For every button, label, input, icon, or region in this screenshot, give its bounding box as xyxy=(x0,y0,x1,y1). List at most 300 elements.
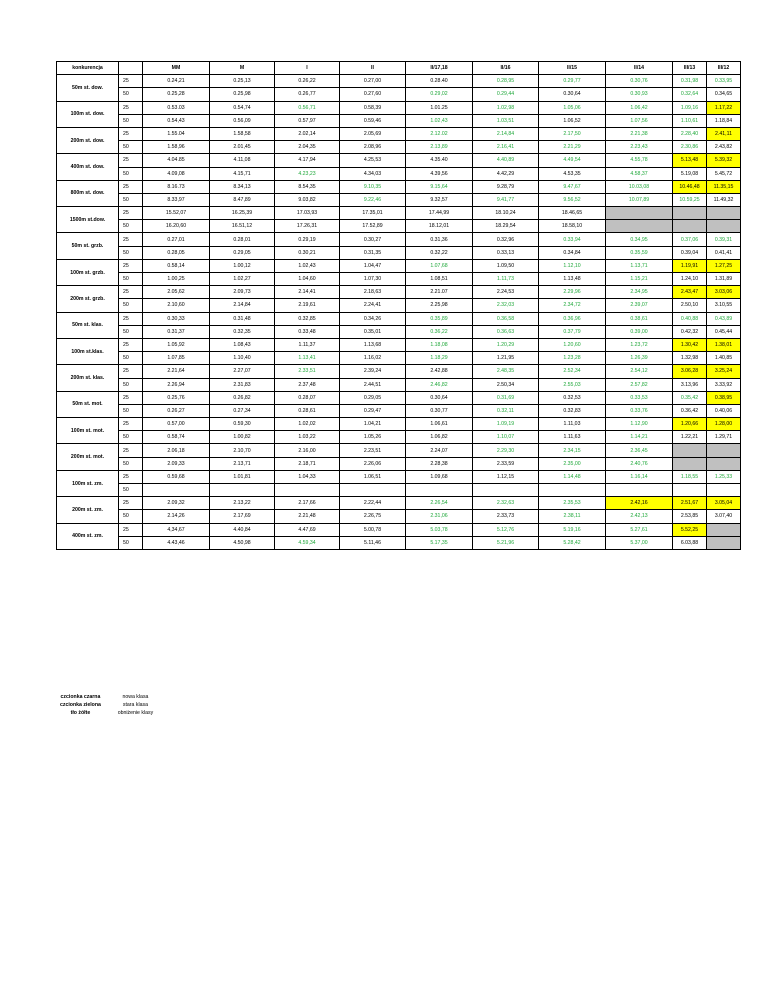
time-cell: 4.47,69 xyxy=(275,523,340,536)
table-row xyxy=(57,457,741,470)
time-cell: 1.13,71 xyxy=(606,259,673,272)
table-row xyxy=(57,365,741,378)
time-cell: 16.51,12 xyxy=(210,220,275,233)
time-cell: 10.59,25 xyxy=(673,193,707,206)
time-cell: 1.07,30 xyxy=(340,273,406,286)
time-cell: 1.07,85 xyxy=(143,352,210,365)
event-cell: 400m st. zm. xyxy=(57,523,119,549)
table-row xyxy=(57,523,741,536)
table-row xyxy=(57,101,741,114)
time-cell: 1.09,68 xyxy=(406,470,473,483)
time-cell: 0.27,00 xyxy=(340,75,406,88)
column-header: III/13 xyxy=(673,62,707,75)
time-cell: 0.31,35 xyxy=(340,246,406,259)
time-cell: 0.58,74 xyxy=(143,431,210,444)
time-cell: 0.34,26 xyxy=(340,312,406,325)
column-header: M xyxy=(210,62,275,75)
time-cell: 15.52,07 xyxy=(143,207,210,220)
time-cell: 1.22,21 xyxy=(673,431,707,444)
class-standards-table xyxy=(56,61,741,550)
time-cell: 0.35,42 xyxy=(673,391,707,404)
time-cell: 9.10,35 xyxy=(340,180,406,193)
time-cell: 2.46,82 xyxy=(406,378,473,391)
pool-length-cell: 50 xyxy=(119,220,143,233)
time-cell: 2.22,44 xyxy=(340,497,406,510)
time-cell: 1.06,82 xyxy=(406,431,473,444)
time-cell: 5.52,25 xyxy=(673,523,707,536)
pool-length-cell: 50 xyxy=(119,193,143,206)
time-cell: 0.34,84 xyxy=(539,246,606,259)
time-cell: 9.22,46 xyxy=(340,193,406,206)
time-cell xyxy=(707,220,741,233)
time-cell: 0.26,27 xyxy=(143,404,210,417)
event-cell: 50m st. klas. xyxy=(57,312,119,338)
time-cell xyxy=(707,523,741,536)
legend-label: tło żółte xyxy=(70,710,91,716)
time-cell: 1.18,84 xyxy=(707,114,741,127)
time-cell: 2.21,29 xyxy=(539,141,606,154)
event-cell: 100m st. grzb. xyxy=(57,259,119,285)
time-cell: 0.36,58 xyxy=(473,312,539,325)
time-cell: 1.06,51 xyxy=(340,470,406,483)
time-cell: 0.28,01 xyxy=(210,233,275,246)
time-cell: 2.35,53 xyxy=(539,497,606,510)
event-cell: 1500m st.dow. xyxy=(57,207,119,233)
time-cell: 0.33,94 xyxy=(539,233,606,246)
pool-length-cell: 25 xyxy=(119,233,143,246)
time-cell: 2.34,72 xyxy=(539,299,606,312)
table-row xyxy=(57,233,741,246)
time-cell: 4.58,37 xyxy=(606,167,673,180)
time-cell: 0.30,77 xyxy=(406,404,473,417)
time-cell: 1.19,91 xyxy=(673,259,707,272)
time-cell: 0.34,65 xyxy=(707,88,741,101)
time-cell: 2.13,71 xyxy=(210,457,275,470)
time-cell: 0.31,98 xyxy=(673,75,707,88)
pool-length-cell: 25 xyxy=(119,523,143,536)
time-cell: 1.58,96 xyxy=(143,141,210,154)
time-cell: 1.25,33 xyxy=(707,470,741,483)
time-cell: 0.33,95 xyxy=(707,75,741,88)
event-cell: 100m st.klas. xyxy=(57,338,119,364)
time-cell: 0.25,13 xyxy=(210,75,275,88)
table-row xyxy=(57,378,741,391)
time-cell: 0.36,63 xyxy=(473,325,539,338)
time-cell: 10.07,89 xyxy=(606,193,673,206)
time-cell: 2.24,53 xyxy=(473,286,539,299)
time-cell: 1.04,60 xyxy=(275,273,340,286)
time-cell: 2.38,11 xyxy=(539,510,606,523)
time-cell: 2.39,07 xyxy=(606,299,673,312)
time-cell: 4.25,53 xyxy=(340,154,406,167)
time-cell: 0.27,01 xyxy=(143,233,210,246)
time-cell: 2.30,86 xyxy=(673,141,707,154)
time-cell: 5.45,72 xyxy=(707,167,741,180)
time-cell: 2.35,00 xyxy=(539,457,606,470)
pool-length-cell: 25 xyxy=(119,418,143,431)
time-cell: 4.04.85 xyxy=(143,154,210,167)
time-cell: 1.00,82 xyxy=(210,431,275,444)
time-cell: 1.10,40 xyxy=(210,352,275,365)
time-cell: 5.13,48 xyxy=(673,154,707,167)
time-cell xyxy=(673,457,707,470)
time-cell: 4.11,08 xyxy=(210,154,275,167)
time-cell: 2.09,33 xyxy=(143,457,210,470)
time-cell: 10.46,48 xyxy=(673,180,707,193)
time-cell: 1.31,89 xyxy=(707,273,741,286)
time-cell xyxy=(707,207,741,220)
time-cell: 0.39,04 xyxy=(673,246,707,259)
time-cell: 17.44,99 xyxy=(406,207,473,220)
pool-length-cell: 50 xyxy=(119,299,143,312)
legend-item xyxy=(56,693,166,701)
time-cell: 6.03,88 xyxy=(673,536,707,549)
time-cell: 2.29,96 xyxy=(539,286,606,299)
time-cell: 0.59,68 xyxy=(143,470,210,483)
time-cell: 2.48,35 xyxy=(473,365,539,378)
time-cell: 17.35,01 xyxy=(340,207,406,220)
time-cell: 0.26,77 xyxy=(275,88,340,101)
time-cell: 0.29,47 xyxy=(340,404,406,417)
time-cell: 1.16,02 xyxy=(340,352,406,365)
time-cell: 4.34,03 xyxy=(340,167,406,180)
pool-length-cell: 50 xyxy=(119,325,143,338)
table-row xyxy=(57,259,741,272)
time-cell: 2.13,89 xyxy=(406,141,473,154)
pool-length-cell: 50 xyxy=(119,246,143,259)
time-cell: 1.11,63 xyxy=(539,431,606,444)
time-cell: 0.58,14 xyxy=(143,259,210,272)
time-cell: 1.26,39 xyxy=(606,352,673,365)
time-cell: 2.42,88 xyxy=(406,365,473,378)
pool-length-cell: 50 xyxy=(119,431,143,444)
time-cell: 2.32,03 xyxy=(473,299,539,312)
time-cell: 3.13,96 xyxy=(673,378,707,391)
time-cell: 2.34,95 xyxy=(606,286,673,299)
time-cell: 0.56,09 xyxy=(210,114,275,127)
pool-length-cell: 25 xyxy=(119,391,143,404)
event-cell: 400m st. dow. xyxy=(57,154,119,180)
pool-length-cell: 25 xyxy=(119,127,143,140)
time-cell: 0.36,96 xyxy=(539,312,606,325)
time-cell: 2.55,03 xyxy=(539,378,606,391)
time-cell: 0.29,77 xyxy=(539,75,606,88)
time-cell: 16.25,39 xyxy=(210,207,275,220)
time-cell: 1.23,72 xyxy=(606,338,673,351)
table-row xyxy=(57,536,741,549)
time-cell: 0.43,89 xyxy=(707,312,741,325)
column-header xyxy=(119,62,143,75)
time-cell xyxy=(143,484,210,497)
time-cell: 4.55,78 xyxy=(606,154,673,167)
legend-item xyxy=(56,709,166,717)
time-cell: 0.54,74 xyxy=(210,101,275,114)
time-cell: 1.13,41 xyxy=(275,352,340,365)
time-cell: 0.32,64 xyxy=(673,88,707,101)
time-cell: 1.08,51 xyxy=(406,273,473,286)
time-cell: 5.19,08 xyxy=(673,167,707,180)
time-cell: 18.46,65 xyxy=(539,207,606,220)
time-cell: 1.02,27 xyxy=(210,273,275,286)
time-cell: 3.05,04 xyxy=(707,497,741,510)
table-row xyxy=(57,391,741,404)
time-cell: 4.09,08 xyxy=(143,167,210,180)
time-cell xyxy=(210,484,275,497)
time-cell: 0.27,34 xyxy=(210,404,275,417)
table-row xyxy=(57,352,741,365)
time-cell: 0.41,41 xyxy=(707,246,741,259)
time-cell xyxy=(406,484,473,497)
time-cell: 1.02,43 xyxy=(406,114,473,127)
time-cell: 2.28,38 xyxy=(406,457,473,470)
time-cell: 0.29,02 xyxy=(406,88,473,101)
time-cell: 0.30,76 xyxy=(606,75,673,88)
time-cell: 2.14,26 xyxy=(143,510,210,523)
time-cell: 0.31,37 xyxy=(143,325,210,338)
legend xyxy=(56,693,166,717)
time-cell: 0.29,05 xyxy=(340,391,406,404)
time-cell xyxy=(707,536,741,549)
event-cell: 50m st. grzb. xyxy=(57,233,119,259)
time-cell: 17.26,31 xyxy=(275,220,340,233)
event-cell: 50m st. dow. xyxy=(57,75,119,101)
time-cell: 2.04,35 xyxy=(275,141,340,154)
time-cell xyxy=(340,484,406,497)
time-cell: 4.49,54 xyxy=(539,154,606,167)
time-cell: 2.16,00 xyxy=(275,444,340,457)
time-cell: 2.17,50 xyxy=(539,127,606,140)
time-cell: 0.53.03 xyxy=(143,101,210,114)
time-cell: 0.57,00 xyxy=(143,418,210,431)
legend-meaning: obniżenie klasy xyxy=(117,710,154,716)
time-cell: 1.02,98 xyxy=(473,101,539,114)
time-cell: 2.26,06 xyxy=(340,457,406,470)
time-cell: 2.54,12 xyxy=(606,365,673,378)
table-row xyxy=(57,510,741,523)
table-row xyxy=(57,418,741,431)
time-cell: 1.11,37 xyxy=(275,338,340,351)
time-cell: 0.39,00 xyxy=(606,325,673,338)
time-cell: 0.29,44 xyxy=(473,88,539,101)
time-cell: 2.09,73 xyxy=(210,286,275,299)
time-cell: 2.57,82 xyxy=(606,378,673,391)
column-header: II/14 xyxy=(606,62,673,75)
pool-length-cell: 25 xyxy=(119,259,143,272)
table-row xyxy=(57,325,741,338)
table-row xyxy=(57,167,741,180)
time-cell: 2.39,24 xyxy=(340,365,406,378)
time-cell: 1.04,47 xyxy=(340,259,406,272)
pool-length-cell: 50 xyxy=(119,352,143,365)
time-cell: 2.17,69 xyxy=(210,510,275,523)
time-cell: 2.50,34 xyxy=(473,378,539,391)
time-cell: 8.16.73 xyxy=(143,180,210,193)
time-cell: 5.00,78 xyxy=(340,523,406,536)
time-cell: 5.17,35 xyxy=(406,536,473,549)
time-cell: 1.06,52 xyxy=(539,114,606,127)
time-cell: 0.32,85 xyxy=(275,312,340,325)
time-cell: 1.06,61 xyxy=(406,418,473,431)
table-row xyxy=(57,404,741,417)
time-cell: 1.13,48 xyxy=(539,273,606,286)
time-cell: 5.12,76 xyxy=(473,523,539,536)
time-cell: 2.40,76 xyxy=(606,457,673,470)
legend-meaning: stara klasa xyxy=(122,702,148,708)
pool-length-cell: 25 xyxy=(119,207,143,220)
time-cell: 1.09,19 xyxy=(473,418,539,431)
pool-length-cell: 50 xyxy=(119,457,143,470)
time-cell: 11.35,15 xyxy=(707,180,741,193)
time-cell: 0.31,36 xyxy=(406,233,473,246)
time-cell: 0.35,01 xyxy=(340,325,406,338)
time-cell: 1.10,07 xyxy=(473,431,539,444)
event-cell: 200m st. klas. xyxy=(57,365,119,391)
time-cell: 1.01.25 xyxy=(406,101,473,114)
time-cell: 0.33,48 xyxy=(275,325,340,338)
time-cell: 0.28,61 xyxy=(275,404,340,417)
time-cell: 4.35.40 xyxy=(406,154,473,167)
pool-length-cell: 25 xyxy=(119,312,143,325)
table-row xyxy=(57,114,741,127)
time-cell: 8.54,35 xyxy=(275,180,340,193)
time-cell: 4.40,89 xyxy=(473,154,539,167)
table-row xyxy=(57,273,741,286)
table-row xyxy=(57,88,741,101)
time-cell: 0.59,30 xyxy=(210,418,275,431)
time-cell: 0.31,69 xyxy=(473,391,539,404)
time-cell: 10.03,08 xyxy=(606,180,673,193)
time-cell: 2.43,82 xyxy=(707,141,741,154)
table-row xyxy=(57,338,741,351)
table-row xyxy=(57,431,741,444)
time-cell: 0.35,59 xyxy=(606,246,673,259)
pool-length-cell: 25 xyxy=(119,101,143,114)
time-cell: 9.15,64 xyxy=(406,180,473,193)
time-cell xyxy=(673,484,707,497)
time-cell: 2.27,07 xyxy=(210,365,275,378)
time-cell: 2.33,73 xyxy=(473,510,539,523)
time-cell: 0.30,33 xyxy=(143,312,210,325)
time-cell: 1.28,00 xyxy=(707,418,741,431)
event-cell: 50m st. mot. xyxy=(57,391,119,417)
time-cell: 1.14,48 xyxy=(539,470,606,483)
time-cell: 3.25,24 xyxy=(707,365,741,378)
time-cell: 18.29,54 xyxy=(473,220,539,233)
time-cell: 4.17,94 xyxy=(275,154,340,167)
time-cell xyxy=(275,484,340,497)
time-cell: 2.26,94 xyxy=(143,378,210,391)
time-cell: 1.01,81 xyxy=(210,470,275,483)
table-body xyxy=(57,75,741,550)
table-row xyxy=(57,207,741,220)
table-row xyxy=(57,75,741,88)
time-cell: 3.07,40 xyxy=(707,510,741,523)
time-cell: 1.02,43 xyxy=(275,259,340,272)
table-row xyxy=(57,444,741,457)
time-cell: 0.38,95 xyxy=(707,391,741,404)
time-cell: 1.55.04 xyxy=(143,127,210,140)
column-header: II/16 xyxy=(473,62,539,75)
time-cell: 2.52,34 xyxy=(539,365,606,378)
legend-meaning: nowa klasa xyxy=(122,694,149,700)
table-row xyxy=(57,286,741,299)
time-cell: 3.33,92 xyxy=(707,378,741,391)
table-row xyxy=(57,312,741,325)
time-cell: 0.28,05 xyxy=(143,246,210,259)
time-cell xyxy=(539,484,606,497)
time-cell: 2.21,48 xyxy=(275,510,340,523)
pool-length-cell: 25 xyxy=(119,286,143,299)
time-cell: 5.11,46 xyxy=(340,536,406,549)
time-cell: 0.32,11 xyxy=(473,404,539,417)
time-cell: 9.56,52 xyxy=(539,193,606,206)
time-cell: 1.38,01 xyxy=(707,338,741,351)
time-cell: 0.37,79 xyxy=(539,325,606,338)
time-cell: 18.58,10 xyxy=(539,220,606,233)
time-cell: 0.39,31 xyxy=(707,233,741,246)
time-cell: 1.16,14 xyxy=(606,470,673,483)
time-cell xyxy=(673,207,707,220)
legend-item xyxy=(56,701,166,709)
legend-label: czcionka zielona xyxy=(59,702,101,708)
time-cell: 18.10,24 xyxy=(473,207,539,220)
table-row xyxy=(57,141,741,154)
column-header: II xyxy=(340,62,406,75)
time-cell: 2.53,85 xyxy=(673,510,707,523)
time-cell: 1.12,15 xyxy=(473,470,539,483)
time-cell: 0.28,95 xyxy=(473,75,539,88)
time-cell: 1.08,43 xyxy=(210,338,275,351)
time-cell xyxy=(707,484,741,497)
time-cell: 16.20,60 xyxy=(143,220,210,233)
time-cell: 1.20,29 xyxy=(473,338,539,351)
time-cell: 5.37,00 xyxy=(606,536,673,549)
time-cell: 4.59,34 xyxy=(275,536,340,549)
time-cell: 2.05,62 xyxy=(143,286,210,299)
time-cell: 1.07,68 xyxy=(406,259,473,272)
column-header: II/15 xyxy=(539,62,606,75)
legend-label: czcionka czarna xyxy=(60,694,101,700)
time-cell: 1.00,12 xyxy=(210,259,275,272)
time-cell: 0.32,22 xyxy=(406,246,473,259)
time-cell: 0.30,93 xyxy=(606,88,673,101)
pool-length-cell: 50 xyxy=(119,378,143,391)
time-cell: 1.15,21 xyxy=(606,273,673,286)
pool-length-cell: 25 xyxy=(119,470,143,483)
time-cell: 0.30,27 xyxy=(340,233,406,246)
time-cell: 2.10,60 xyxy=(143,299,210,312)
time-cell: 0.32,53 xyxy=(539,391,606,404)
time-cell: 2.18,71 xyxy=(275,457,340,470)
pool-length-cell: 25 xyxy=(119,365,143,378)
time-cell: 0.27,60 xyxy=(340,88,406,101)
time-cell: 0.35,89 xyxy=(406,312,473,325)
time-cell: 2.37,48 xyxy=(275,378,340,391)
time-cell xyxy=(606,220,673,233)
time-cell: 1.20,66 xyxy=(673,418,707,431)
time-cell: 2.33,59 xyxy=(473,457,539,470)
pool-length-cell: 50 xyxy=(119,510,143,523)
time-cell: 0.33,76 xyxy=(606,404,673,417)
time-cell: 2.26,75 xyxy=(340,510,406,523)
time-cell: 5.27,61 xyxy=(606,523,673,536)
time-cell: 2.33,51 xyxy=(275,365,340,378)
time-cell: 1.05,06 xyxy=(539,101,606,114)
time-cell: 0.33,53 xyxy=(606,391,673,404)
time-cell: 2.32,63 xyxy=(473,497,539,510)
time-cell: 0.25,98 xyxy=(210,88,275,101)
time-cell: 2.12.02 xyxy=(406,127,473,140)
